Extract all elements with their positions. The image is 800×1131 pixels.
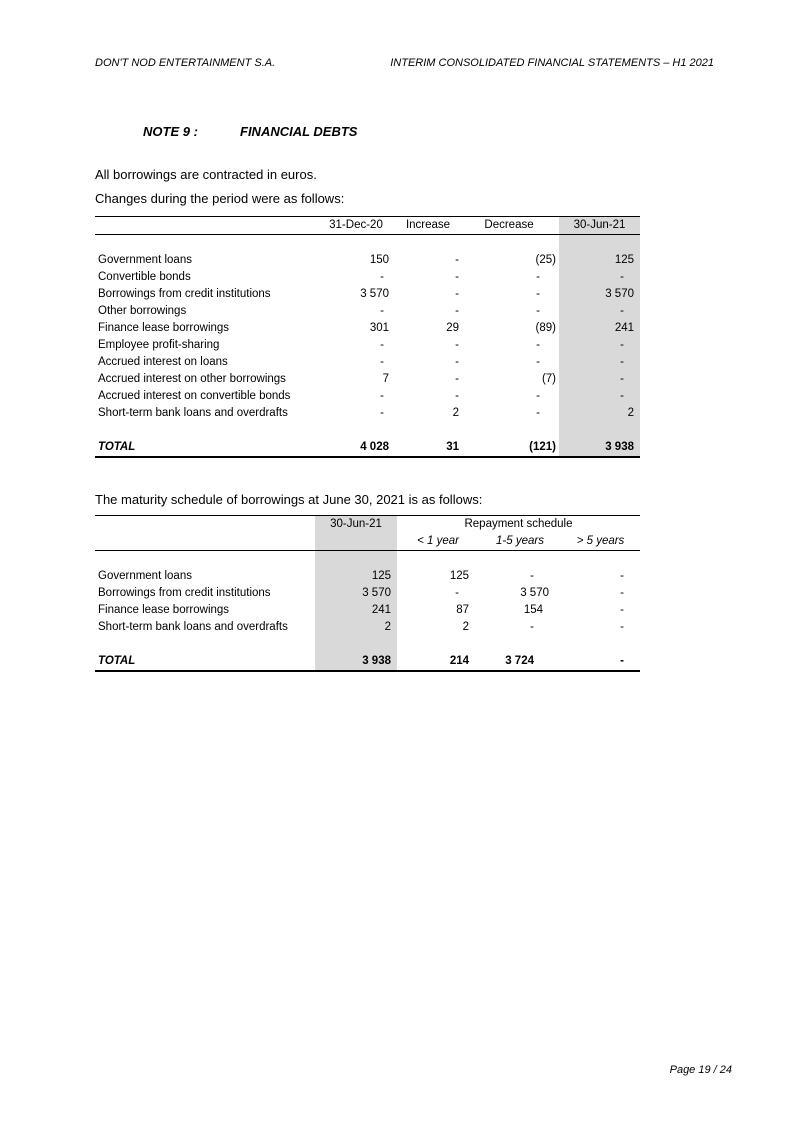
row-label: Borrowings from credit institutions [98, 288, 271, 300]
row-label: Short-term bank loans and overdrafts [98, 621, 288, 633]
cell: - [455, 373, 459, 385]
col-header: Increase [397, 217, 459, 235]
total-row [95, 653, 640, 671]
table-row [95, 303, 640, 320]
cell: - [559, 371, 640, 388]
table-row [95, 388, 640, 405]
cell: - [620, 621, 624, 633]
cell: 7 [382, 373, 389, 385]
row-label: Finance lease borrowings [98, 604, 230, 616]
total-cell: 3 724 [479, 653, 561, 671]
cell: - [380, 339, 384, 351]
cell: - [455, 390, 459, 402]
table-row [95, 354, 640, 371]
cell: (7) [541, 373, 556, 385]
cell: - [559, 354, 640, 371]
row-label: Employee profit-sharing [98, 339, 220, 351]
row-label: Government loans [98, 254, 192, 266]
page-number: Page 19 / 24 [669, 1064, 732, 1076]
cell: 3 570 [360, 288, 389, 300]
cell: 150 [369, 254, 389, 266]
cell: - [536, 407, 540, 419]
header-company: DON'T NOD ENTERTAINMENT S.A. [95, 57, 276, 69]
changes-header-row [95, 217, 640, 235]
cell: - [455, 356, 459, 368]
total-row [95, 439, 640, 457]
table-row [95, 269, 640, 286]
total-cell: - [561, 653, 640, 671]
cell: - [455, 339, 459, 351]
cell: 3 570 [315, 585, 397, 602]
col-header: 1-5 years [479, 533, 561, 551]
cell: 125 [449, 570, 469, 582]
table-row [95, 405, 640, 422]
changes-table [95, 216, 640, 458]
cell: 125 [315, 568, 397, 585]
cell: - [536, 356, 540, 368]
cell: 154 [523, 604, 543, 616]
table-row [95, 320, 640, 337]
cell: - [455, 271, 459, 283]
cell: 3 570 [520, 587, 549, 599]
cell: - [455, 587, 459, 599]
maturity-intro: The maturity schedule of borrowings at June 30, 2021 is as follows: [95, 492, 483, 507]
cell: 3 570 [559, 286, 640, 303]
cell: - [536, 271, 540, 283]
cell: - [559, 337, 640, 354]
cell: - [380, 390, 384, 402]
maturity-table [95, 515, 640, 672]
table-row [95, 619, 640, 636]
cell: - [536, 339, 540, 351]
cell: - [559, 303, 640, 320]
total-cell: (121) [459, 439, 559, 457]
cell: 2 [452, 407, 459, 419]
row-label: Borrowings from credit institutions [98, 587, 271, 599]
repayment-schedule-header: Repayment schedule [397, 516, 640, 534]
total-cell: 31 [397, 439, 459, 457]
table-row [95, 286, 640, 303]
cell: 241 [315, 602, 397, 619]
maturity-header-row-1 [95, 516, 640, 534]
cell: - [380, 271, 384, 283]
table-row [95, 585, 640, 602]
total-cell: 4 028 [315, 439, 397, 457]
col-header: 31-Dec-20 [315, 217, 397, 235]
total-cell: 3 938 [559, 439, 640, 457]
cell: - [380, 356, 384, 368]
row-label: Finance lease borrowings [98, 322, 230, 334]
total-label: TOTAL [95, 653, 315, 671]
cell: 241 [559, 320, 640, 337]
table-row [95, 371, 640, 388]
cell: 29 [446, 322, 459, 334]
table-row [95, 252, 640, 269]
cell: - [380, 305, 384, 317]
cell: - [536, 288, 540, 300]
cell: 2 [462, 621, 469, 633]
col-header: 30-Jun-21 [559, 217, 640, 235]
cell: - [620, 604, 624, 616]
row-label: Accrued interest on other borrowings [98, 373, 286, 385]
table-row [95, 337, 640, 354]
intro-changes: Changes during the period were as follows: [95, 191, 345, 206]
cell: - [380, 407, 384, 419]
total-label: TOTAL [95, 439, 315, 457]
row-label: Accrued interest on loans [98, 356, 228, 368]
total-cell: 214 [397, 653, 479, 671]
cell: - [536, 390, 540, 402]
cell: - [530, 570, 534, 582]
col-header: < 1 year [397, 533, 479, 551]
cell: 87 [456, 604, 469, 616]
cell: - [455, 288, 459, 300]
cell: - [530, 621, 534, 633]
row-label: Accrued interest on convertible bonds [98, 390, 291, 402]
cell: - [455, 305, 459, 317]
cell: (89) [535, 322, 556, 334]
note-number: NOTE 9 : [143, 124, 198, 139]
cell: 125 [559, 252, 640, 269]
total-cell: 3 938 [315, 653, 397, 671]
cell: 301 [369, 322, 389, 334]
col-header: Decrease [459, 217, 559, 235]
table-row [95, 602, 640, 619]
cell: - [455, 254, 459, 266]
cell: - [620, 587, 624, 599]
header-document-title: INTERIM CONSOLIDATED FINANCIAL STATEMENTS – H1 2021 [390, 57, 714, 69]
row-label: Convertible bonds [98, 271, 191, 283]
col-header: > 5 years [561, 533, 640, 551]
cell: - [559, 269, 640, 286]
col-header-date: 30-Jun-21 [315, 516, 397, 534]
intro-currency: All borrowings are contracted in euros. [95, 167, 317, 182]
cell: 2 [315, 619, 397, 636]
cell: 2 [559, 405, 640, 422]
cell: - [559, 388, 640, 405]
table-row [95, 568, 640, 585]
row-label: Short-term bank loans and overdrafts [98, 407, 288, 419]
maturity-header-row-2 [95, 533, 640, 551]
cell: - [536, 305, 540, 317]
cell: (25) [535, 254, 556, 266]
row-label: Other borrowings [98, 305, 187, 317]
note-title: FINANCIAL DEBTS [240, 124, 358, 139]
cell: - [620, 570, 624, 582]
row-label: Government loans [98, 570, 192, 582]
